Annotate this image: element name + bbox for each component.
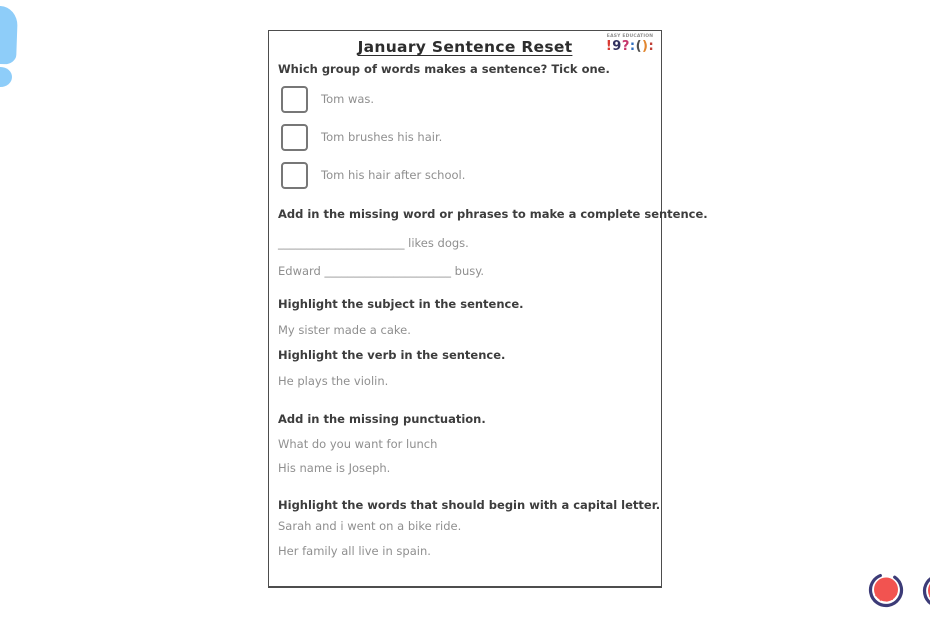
punctuation-sentence-1[interactable]: What do you want for lunch <box>278 437 438 451</box>
fill-blank-line-2[interactable]: Edward ______________________ busy. <box>278 264 485 278</box>
logo-glyph: ? <box>621 39 630 54</box>
exclamation-stem <box>0 5 18 64</box>
logo-brand-text: EASY EDUCATION <box>606 33 654 39</box>
logo-glyph: 9 <box>612 39 622 54</box>
worksheet-page <box>268 30 708 588</box>
tick-prompt: Which group of words makes a sentence? Tick one. <box>278 62 610 76</box>
tick-option-label-2: Tom brushes his hair. <box>321 130 443 144</box>
fill-prompt: Add in the missing word or phrases to make a complete sentence. <box>278 207 708 221</box>
exclamation-dot <box>0 67 12 87</box>
stamp-doodle-svg <box>866 570 906 610</box>
logo-glyph: ! <box>605 39 613 54</box>
logo-glyph: : <box>648 39 655 54</box>
capitals-sentence-2[interactable]: Her family all live in spain. <box>278 544 431 558</box>
tick-option-label-3: Tom his hair after school. <box>321 168 466 182</box>
logo-glyph: ) <box>642 39 649 54</box>
easy-education-logo <box>603 34 657 53</box>
logo-glyph: ( <box>635 39 643 54</box>
tick-checkbox-1[interactable] <box>281 86 308 113</box>
exclamation-icon <box>0 0 40 110</box>
tick-checkbox-3[interactable] <box>281 162 308 189</box>
tick-option-label-1: Tom was. <box>321 92 375 106</box>
verb-sentence[interactable]: He plays the violin. <box>278 374 389 388</box>
subject-sentence[interactable]: My sister made a cake. <box>278 323 411 337</box>
stamp-doodle-svg <box>920 571 930 611</box>
stamp-icon-2 <box>920 571 930 611</box>
subject-prompt: Highlight the subject in the sentence. <box>278 297 524 311</box>
verb-prompt: Highlight the verb in the sentence. <box>278 348 506 362</box>
capitals-prompt: Highlight the words that should begin with a capital letter. <box>278 498 661 512</box>
capitals-sentence-1[interactable]: Sarah and i went on a bike ride. <box>278 519 462 533</box>
punctuation-sentence-2[interactable]: His name is Joseph. <box>278 461 391 475</box>
tick-checkbox-2[interactable] <box>281 124 308 151</box>
fill-blank-line-1[interactable]: ______________________ likes dogs. <box>278 236 469 250</box>
stamp-icon-1 <box>866 570 906 610</box>
logo-glyphs <box>603 40 657 53</box>
logo-glyph: : <box>629 39 636 54</box>
punctuation-prompt: Add in the missing punctuation. <box>278 412 486 426</box>
worksheet-title: January Sentence Reset <box>357 38 573 56</box>
